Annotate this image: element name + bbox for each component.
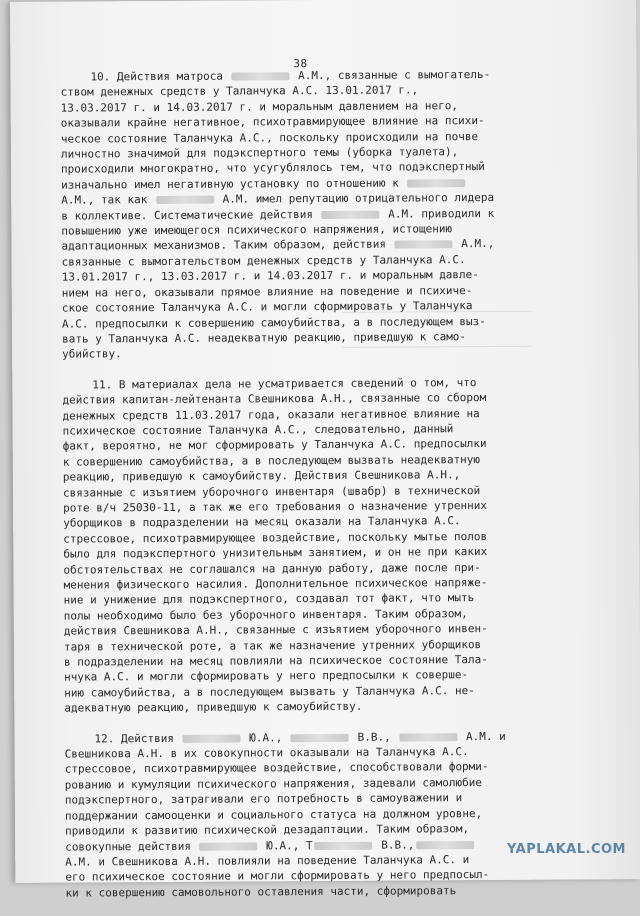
- text-segment: роте в/ч 25030-11, а так же его требования о назначение утренних: [63, 498, 487, 515]
- text-segment: А.М. и: [459, 729, 506, 743]
- text-segment: А.М.,: [454, 237, 495, 251]
- text-segment: связанные с изъятием уборочного инвентаря (швабр) в технической: [62, 483, 481, 500]
- redacted-name: [291, 734, 349, 742]
- text-segment: оказывали крайне негативное, психотравмирующее влияние на психи-: [60, 114, 485, 130]
- text-segment: А.М., так как: [61, 193, 154, 207]
- redacted-name: [232, 72, 290, 80]
- text-line: [64, 698, 576, 717]
- text-segment: менения физического насилия. Дополнительное психическое напряже-: [63, 576, 488, 592]
- paragraph-10: [60, 66, 574, 362]
- text-segment: А.М. и Свешникова А.Н. повлияли на поведение Таланчука А.С. и: [65, 853, 470, 869]
- text-segment: обстоятельствах не соглашался на данную работу, даже после при-: [63, 560, 481, 577]
- redacted-name: [183, 734, 241, 742]
- text-segment: адекватную реакцию, приведшую к самоубийству.: [64, 700, 363, 715]
- text-segment: 11. В материалах дела не усматривается сведений о том, что: [92, 375, 477, 392]
- text-segment: рованию и кумуляции психического напряжения, задевали самолюбие: [64, 775, 483, 792]
- text-segment: ки к совершению самовольного оставления части, сформировать: [65, 883, 457, 900]
- text-segment: Ю.А.,: [242, 730, 289, 745]
- text-segment: В.В.,: [374, 837, 415, 852]
- document-page: [10, 0, 640, 900]
- text-segment: действия Свешникова А.Н., связанные с изъятием уборочного инвен-: [63, 622, 488, 638]
- text-segment: В.В.,: [350, 730, 398, 744]
- text-segment: подэкспертного, затрагивали его потребность в самоуважении и: [64, 791, 463, 807]
- text-segment: ческое состояние Таланчука А.С., поскольку происходили на почве: [60, 129, 479, 146]
- text-segment: таря в технической роте, а так же назначение утренних уборщиков: [63, 637, 482, 654]
- redacted-name: [395, 241, 453, 249]
- text-segment: нчука А.С. и могли сформировать у него предпосылки к соверше-: [64, 668, 469, 685]
- text-segment: было для подэкспертного унизительным занятием, и он не при каких: [63, 545, 488, 561]
- text-line: [62, 344, 574, 363]
- text-segment: к совершению самоубийства, а в последующем вызвать неадекватную: [62, 452, 481, 469]
- text-segment: полы необходимо было без уборочного инвентаря. Таким образом,: [63, 606, 468, 623]
- redacted-name: [416, 841, 474, 849]
- text-segment: повышению уже имеющегося психического напряжения, истощению: [61, 222, 453, 238]
- text-segment: А.М. приводили к: [381, 206, 495, 221]
- text-segment: денежных средств 11.03.2017 года, оказали негативное влияние на: [62, 406, 480, 423]
- site-watermark: YAPLAKAL.COM: [507, 842, 626, 857]
- paragraph-11: [62, 374, 576, 716]
- text-segment: убийству.: [62, 347, 122, 361]
- text-segment: связанные с вымогательством денежных средств у Таланчука А.С.: [61, 253, 466, 269]
- text-segment: 13.01.2017 г., 13.03.2017 г. и 14.03.2017 г. и моральным давле-: [61, 268, 479, 284]
- redacted-name: [156, 196, 214, 204]
- text-segment: личностно значимой для подэкспертного темы (уборка туалета),: [60, 145, 459, 161]
- text-segment: Свешникова А.Н. в их совокупности оказывали на Таланчука А.С.: [64, 745, 469, 761]
- text-segment: А.С. предпосылки к совершению самоубийства, а в последующем выз-: [61, 314, 486, 331]
- text-segment: А.М., связанные с вымогатель-: [291, 67, 491, 83]
- redacted-name: [315, 841, 373, 849]
- text-line: [64, 728, 576, 747]
- text-segment: стрессовое, психотравмирующее воздействие, поскольку мытье полов: [63, 529, 488, 546]
- text-segment: ние и унижение для подэкспертного, создавал тот факт, что мыть: [63, 591, 475, 608]
- text-segment: ством денежных средств у Таланчука А.С. 13.01.2017 г.,: [60, 83, 419, 100]
- redacted-name: [399, 733, 457, 741]
- redacted-name: [407, 179, 465, 187]
- text-segment: 10. Действия матроса: [90, 69, 230, 84]
- text-segment: адаптационных механизмов. Таким образом, действия: [61, 238, 393, 254]
- text-segment: нием на него, оказывали прямое влияние на поведение и психиче-: [61, 283, 473, 300]
- redacted-name: [322, 210, 380, 218]
- text-segment: 12. Действия: [94, 731, 181, 746]
- text-segment: реакцию, приведшую к самоубийству. Действия Свешникова А.Н.,: [62, 468, 461, 484]
- text-segment: ское состояние Таланчука А.С. и могли сформировать у Таланчука: [61, 299, 473, 315]
- text-segment: поддержании самооценки и социального статуса на должном уровне,: [64, 806, 483, 823]
- document-body: [60, 66, 577, 915]
- text-segment: его психическое состояние и могли сформировать у него предпосыл-: [65, 868, 490, 884]
- text-segment: приводили к развитию психической дезадаптации. Таким образом,: [65, 822, 470, 838]
- text-segment: А.М. имел репутацию отрицательного лидера: [215, 191, 495, 206]
- text-segment: происходили многократно, что усугублялось тем, что подэкспертный: [60, 160, 485, 177]
- text-segment: в коллективе. Систематические действия: [61, 207, 320, 223]
- text-segment: уборщиков в подразделении на месяц оказали на Таланчука А.С.: [63, 514, 461, 530]
- text-segment: действия капитан-лейтенанта Свешникова А.Н., связанные со сбором: [62, 391, 487, 407]
- text-segment: в подразделении на месяц повлияли на психическое состояние Тала-: [64, 653, 488, 669]
- text-segment: Ю.А., Т: [259, 838, 313, 852]
- text-segment: 13.03.2017 г. и 14.03.2017 г. и моральным давлением на него,: [60, 98, 459, 115]
- text-segment: стрессовое, психотравмирующее воздействие, способствовали форми-: [64, 760, 489, 777]
- paragraph-12: [64, 728, 577, 901]
- text-segment: изначально имел негативную установку по отношению к: [61, 176, 406, 192]
- text-segment: психическое состояние Таланчука А.С., следовательно, данный: [62, 422, 454, 438]
- page-number: 38: [293, 57, 308, 71]
- text-segment: совокупные действия: [65, 839, 198, 854]
- text-segment: факт, вероятно, не мог сформировать у Таланчука А.С. предпосылки: [62, 437, 487, 453]
- text-segment: нию самоубийства, а в последующем вызвать у Таланчука А.С. не-: [64, 683, 475, 700]
- redacted-name: [200, 842, 258, 850]
- text-line: [65, 882, 577, 901]
- text-segment: вать у Таланчука А.С. неадекватную реакцию, приведшую к само-: [62, 330, 467, 346]
